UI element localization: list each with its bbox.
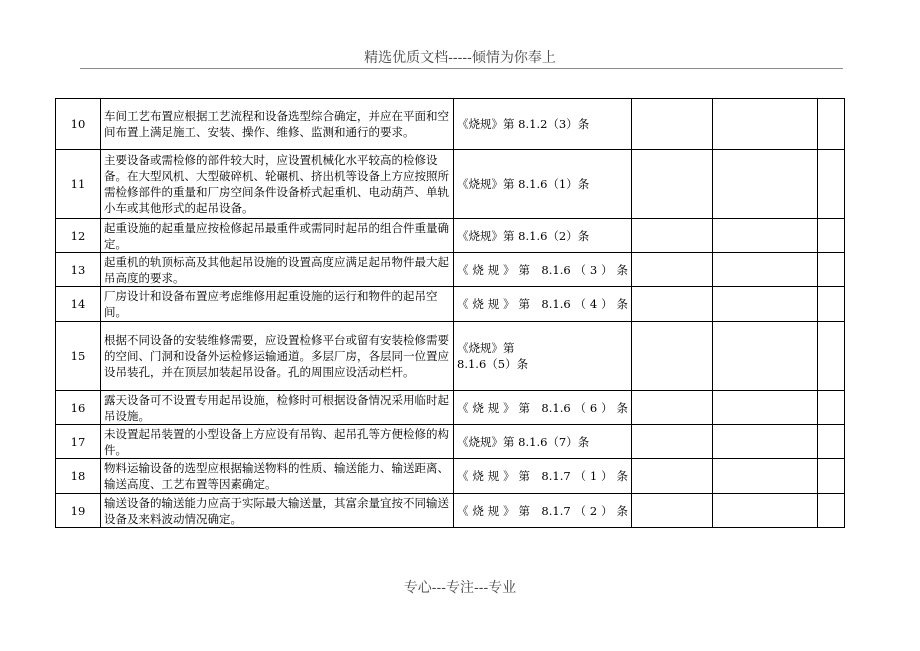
row-number: 14 [56, 287, 101, 322]
reference-clause: 《烧规》第 8.1.6（2）条 [454, 219, 632, 253]
row-number: 10 [56, 99, 101, 150]
reference-clause: 《烧规》第 8.1.2（3）条 [454, 99, 632, 150]
table-row [56, 322, 845, 391]
row-number: 19 [56, 494, 101, 528]
row-number: 15 [56, 322, 101, 391]
page-header: 精选优质文档-----倾情为你奉上 [364, 50, 556, 66]
blank-cell [818, 287, 845, 322]
blank-cell [818, 322, 845, 391]
blank-cell [713, 391, 818, 425]
reference-clause: 《烧规》第 8.1.6（1）条 [454, 150, 632, 219]
reference-clause: 《烧规》第 8.1.7（1）条 [454, 459, 632, 494]
blank-cell [713, 219, 818, 253]
blank-cell [713, 99, 818, 150]
reference-clause: 《烧规》第 8.1.7（2）条 [454, 494, 632, 528]
reference-line: 《烧规》第 [457, 341, 515, 355]
requirement-text: 输送设备的输送能力应高于实际最大输送量，其富余量宜按不同输送设备及来料波动情况确定。 [101, 494, 454, 528]
requirement-text: 未设置起吊装置的小型设备上方应设有吊钩、起吊孔等方便检修的构件。 [101, 425, 454, 459]
blank-cell [632, 253, 713, 287]
blank-cell [632, 459, 713, 494]
blank-cell [632, 219, 713, 253]
table-row [56, 425, 845, 459]
reference-clause [454, 322, 632, 391]
requirement-text: 起重设施的起重量应按检修起吊最重件或需同时起吊的组合件重量确定。 [101, 219, 454, 253]
row-number: 11 [56, 150, 101, 219]
blank-cell [632, 287, 713, 322]
blank-cell [713, 253, 818, 287]
header-divider [80, 68, 843, 69]
table-row [56, 150, 845, 219]
blank-cell [713, 287, 818, 322]
blank-cell [632, 150, 713, 219]
blank-cell [818, 391, 845, 425]
reference-line: 8.1.6（5）条 [457, 357, 529, 371]
row-number: 12 [56, 219, 101, 253]
table-row [56, 253, 845, 287]
blank-cell [713, 322, 818, 391]
row-number: 17 [56, 425, 101, 459]
reference-clause: 《烧规》第 8.1.6（3）条 [454, 253, 632, 287]
row-number: 16 [56, 391, 101, 425]
requirement-text: 起重机的轨顶标高及其他起吊设施的设置高度应满足起吊物件最大起吊高度的要求。 [101, 253, 454, 287]
blank-cell [632, 494, 713, 528]
blank-cell [818, 219, 845, 253]
row-number: 13 [56, 253, 101, 287]
requirement-text: 主要设备或需检修的部件较大时，应设置机械化水平较高的检修设备。在大型风机、大型破碎机、轮碾机、挤出机等设备上方应按照所需检修部件的重量和厂房空间条件设备桥式起重机、电动葫芦、单轨小车或其他形式的起吊设备。 [101, 150, 454, 219]
requirement-text: 车间工艺布置应根据工艺流程和设备选型综合确定，并应在平面和空间布置上满足施工、安装、操作、维修、监测和通行的要求。 [101, 99, 454, 150]
inspection-table [55, 98, 845, 528]
table-row [56, 99, 845, 150]
blank-cell [818, 494, 845, 528]
blank-cell [818, 99, 845, 150]
table-row [56, 494, 845, 528]
blank-cell [713, 150, 818, 219]
blank-cell [632, 391, 713, 425]
blank-cell [818, 253, 845, 287]
table-row [56, 219, 845, 253]
blank-cell [713, 494, 818, 528]
blank-cell [632, 99, 713, 150]
reference-clause: 《烧规》第 8.1.6（6）条 [454, 391, 632, 425]
table-row [56, 287, 845, 322]
blank-cell [632, 425, 713, 459]
blank-cell [713, 425, 818, 459]
table-row [56, 391, 845, 425]
page-footer: 专心---专注---专业 [403, 580, 517, 596]
row-number: 18 [56, 459, 101, 494]
requirement-text: 物料运输设备的选型应根据输送物料的性质、输送能力、输送距离、输送高度、工艺布置等因素确定。 [101, 459, 454, 494]
reference-clause: 《烧规》第 8.1.6（4）条 [454, 287, 632, 322]
blank-cell [818, 425, 845, 459]
blank-cell [713, 459, 818, 494]
blank-cell [632, 322, 713, 391]
blank-cell [818, 459, 845, 494]
table-row [56, 459, 845, 494]
reference-clause: 《烧规》第 8.1.6（7）条 [454, 425, 632, 459]
requirement-text: 厂房设计和设备布置应考虑维修用起重设施的运行和物件的起吊空间。 [101, 287, 454, 322]
requirement-text: 露天设备可不设置专用起吊设施，检修时可根据设备情况采用临时起吊设施。 [101, 391, 454, 425]
requirement-text: 根据不同设备的安装维修需要，应设置检修平台或留有安装检修需要的空间、门洞和设备外运检修运输通道。多层厂房，各层同一位置应设吊装孔，并在顶层加装起吊设备。孔的周围应设活动栏杆。 [101, 322, 454, 391]
blank-cell [818, 150, 845, 219]
